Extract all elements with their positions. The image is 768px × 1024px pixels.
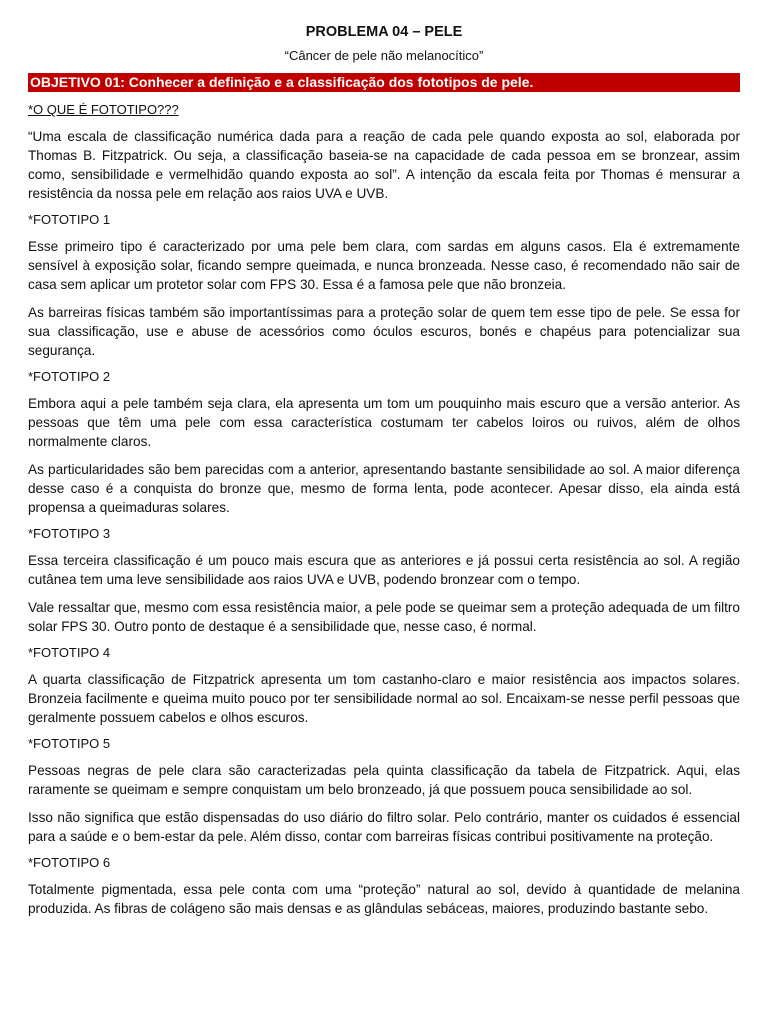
section-paragraph: Embora aqui a pele também seja clara, ela apresenta um tom um pouquinho mais escuro que a versão anterior. As pessoas que têm uma pele com essa característica costumam ter cabelos loiros ou ruivos, além de olhos normalmente claros. xyxy=(28,396,740,449)
section-fototipo-2 xyxy=(28,369,740,517)
section-heading: *FOTOTIPO 6 xyxy=(28,855,111,870)
page-subtitle: “Câncer de pele não melanocítico” xyxy=(284,48,484,63)
section-paragraph: Essa terceira classificação é um pouco mais escura que as anteriores e já possui certa resistência ao sol. A região cutânea tem uma leve sensibilidade aos raios UVA e UVB, podendo bronzear com o tempo. xyxy=(28,553,740,587)
section-paragraph: Vale ressaltar que, mesmo com essa resistência maior, a pele pode se queimar sem a proteção adequada de um filtro solar FPS 30. Outro ponto de destaque é a sensibilidade que, nesse caso, é normal. xyxy=(28,600,740,634)
section-paragraph: As particularidades são bem parecidas com a anterior, apresentando bastante sensibilidade ao sol. A maior diferença desse caso é a conquista do bronze que, mesmo de forma lenta, pode acontecer. Apesar disso, ela ainda está propensa a queimaduras solares. xyxy=(28,462,740,515)
section-fototipo-1 xyxy=(28,212,740,360)
section-fototipo-3 xyxy=(28,526,740,636)
section-heading: *FOTOTIPO 2 xyxy=(28,369,111,384)
section-fototipo-6 xyxy=(28,855,740,918)
section-paragraph: Esse primeiro tipo é caracterizado por uma pele bem clara, com sardas em alguns casos. Ela é extremamente sensível à exposição solar, ficando sempre queimada, e nunca bronzeada. Nesse caso, é recomendado não sair de casa sem aplicar um protetor solar com FPS 30. Essa é a famosa pele que não bronzeia. xyxy=(28,239,740,292)
section-heading: *FOTOTIPO 3 xyxy=(28,526,111,541)
section-fototipo-5 xyxy=(28,736,740,846)
section-paragraph: Pessoas negras de pele clara são caracterizadas pela quinta classificação da tabela de Fitzpatrick. Aqui, elas raramente se queimam e sempre conquistam um belo bronzeado, já que possuem pouca sensibilidade ao sol. xyxy=(28,763,740,797)
section-fototipo-4 xyxy=(28,645,740,727)
section-paragraph: As barreiras físicas também são importantíssimas para a proteção solar de quem tem esse tipo de pele. Se essa for sua classificação, use e abuse de acessórios como óculos escuros, bonés e chapéus para potencializar sua segurança. xyxy=(28,305,740,358)
objective-banner: OBJETIVO 01: Conhecer a definição e a classificação dos fototipos de pele. xyxy=(28,73,740,92)
section-paragraph: Isso não significa que estão dispensadas do uso diário do filtro solar. Pelo contrário, manter os cuidados é essencial para a saúde e o bem-estar da pele. Além disso, contar com barreiras físicas contribui positivamente na proteção. xyxy=(28,810,740,844)
page-title: PROBLEMA 04 – PELE xyxy=(305,24,463,40)
question-heading: *O QUE É FOTOTIPO??? xyxy=(28,102,179,117)
section-paragraph: A quarta classificação de Fitzpatrick apresenta um tom castanho-claro e maior resistência aos impactos solares. Bronzeia facilmente e queima muito pouco por ter sensibilidade normal ao sol. Encaixam-se nesse perfil pessoas que geralmente possuem cabelos e olhos escuros. xyxy=(28,672,740,725)
section-paragraph: Totalmente pigmentada, essa pele conta com uma “proteção” natural ao sol, devido à quantidade de melanina produzida. As fibras de colágeno são mais densas e as glândulas sebáceas, maiores, produzindo bastante sebo. xyxy=(28,882,740,916)
section-heading: *FOTOTIPO 1 xyxy=(28,212,111,227)
section-heading: *FOTOTIPO 4 xyxy=(28,645,111,660)
section-heading: *FOTOTIPO 5 xyxy=(28,736,111,751)
intro-paragraph: “Uma escala de classificação numérica dada para a reação de cada pele quando exposta ao sol, elaborada por Thomas B. Fitzpatrick. Ou seja, a classificação baseia-se na capacidade de cada pessoa em se bronzear, assim como, sensibilidade e vermelhidão quando exposta ao sol”. A intenção da escala feita por Thomas é mensurar a resistência da nossa pele em relação aos raios UVA e UVB. xyxy=(28,129,740,201)
